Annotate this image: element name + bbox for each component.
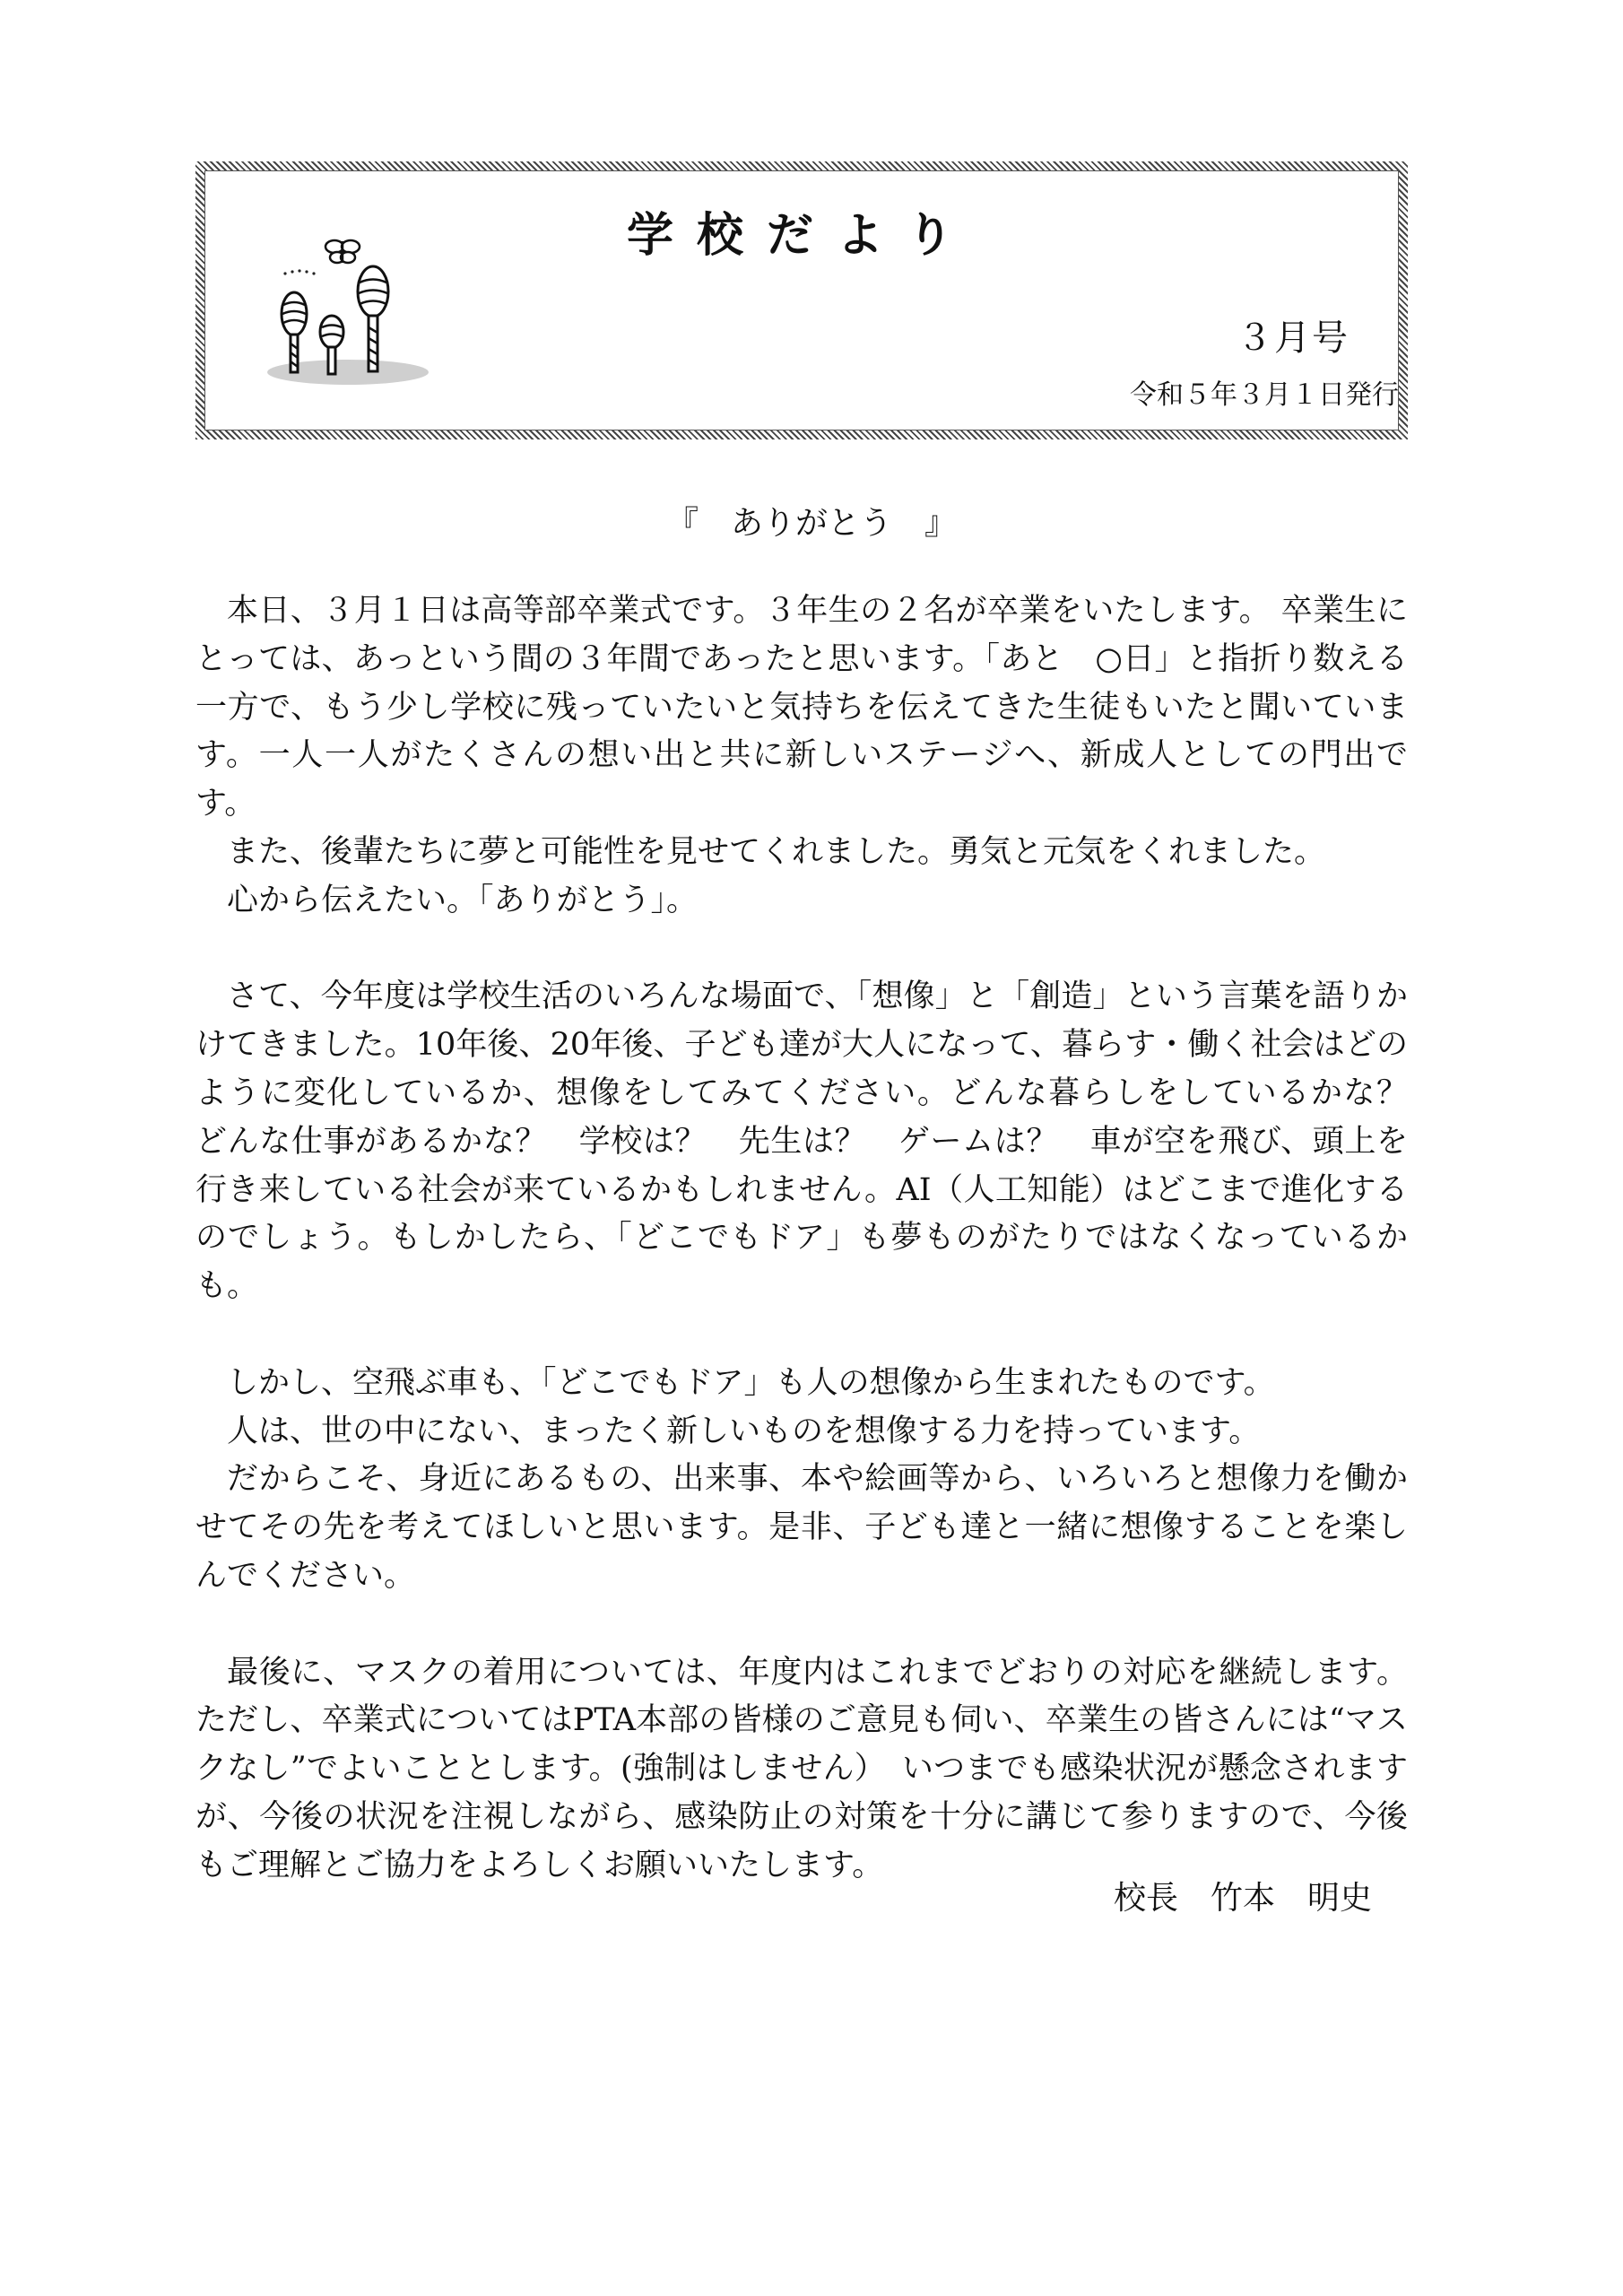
article-title: 『 ありがとう 』 xyxy=(665,505,957,542)
paragraph: 本日、３月１日は高等部卒業式です。３年生の２名が卒業をいたします。 卒業生にとっては、あっという間の３年間であったと思います。「あと ○日」と指折り数える一方で、もう少し学校に残っていたいと気持ちを伝えてきた生徒もいたと聞いています。一人一人がたくさんの想い出と共に新しいステージへ、新成人としての門出です。 xyxy=(195,593,1408,822)
paragraph: しかし、空飛ぶ車も、「どこでもドア」も人の想像から生まれたものです。 xyxy=(227,1364,1275,1401)
paragraph-spacer xyxy=(195,1601,1408,1649)
principal-signature: 校長 竹本 明史 xyxy=(1113,1880,1372,1917)
paragraph: 心から伝えたい。「ありがとう」。 xyxy=(227,882,699,918)
article-body xyxy=(195,587,1440,1891)
paragraph: だからこそ、身近にあるもの、出来事、本や絵画等から、いろいろと想像力を働かせてその先を考えてほしいと思います。是非、子ども達と一緒に想像することを楽しんでください。 xyxy=(195,1461,1408,1594)
issue-number: ３月号 xyxy=(1237,317,1350,359)
newsletter-title: 学校だより xyxy=(626,209,976,263)
paragraph: さて、今年度は学校生活のいろんな場面で、「想像」と「創造」という言葉を語りかけてきました。10年後、20年後、子ども達が大人になって、暮らす・働く社会はどのように変化しているか、想像をしてみてください。どんな暮らしをしているかな？ どんな仕事があるかな？ 学校は？ 先生は？ ゲームは？ 車が空を飛び、頭上を行き来している社会が来ているかもしれません。AI（人工知能）はどこまで進化するのでしょう。もしかしたら、「どこでもドア」も夢ものがたりではなくなっているかも。 xyxy=(195,978,1440,1305)
paragraph-spacer xyxy=(195,926,1408,974)
paragraph-spacer xyxy=(195,1311,1408,1360)
paragraph: また、後輩たちに夢と可能性を見せてくれました。勇気と元気をくれました。 xyxy=(227,833,1326,870)
paragraph: 最後に、マスクの着用については、年度内はこれまでどおりの対応を継続します。ただし、卒業式についてはPTA本部の皆様のご意見も伺い、卒業生の皆さんには“マスクなし”でよいこととします。(強制はしません） いつまでも感染状況が懸念されますが、今後の状況を注視しながら、感染防止の対策を十分に講じて参りますので、今後もご理解とご協力をよろしくお願いいたします。 xyxy=(195,1654,1408,1883)
issue-date: 令和５年３月１日発行 xyxy=(1130,379,1399,411)
masthead-box xyxy=(195,161,1408,439)
paragraph: 人は、世の中にない、まったく新しいものを想像する力を持っています。 xyxy=(227,1413,1261,1449)
